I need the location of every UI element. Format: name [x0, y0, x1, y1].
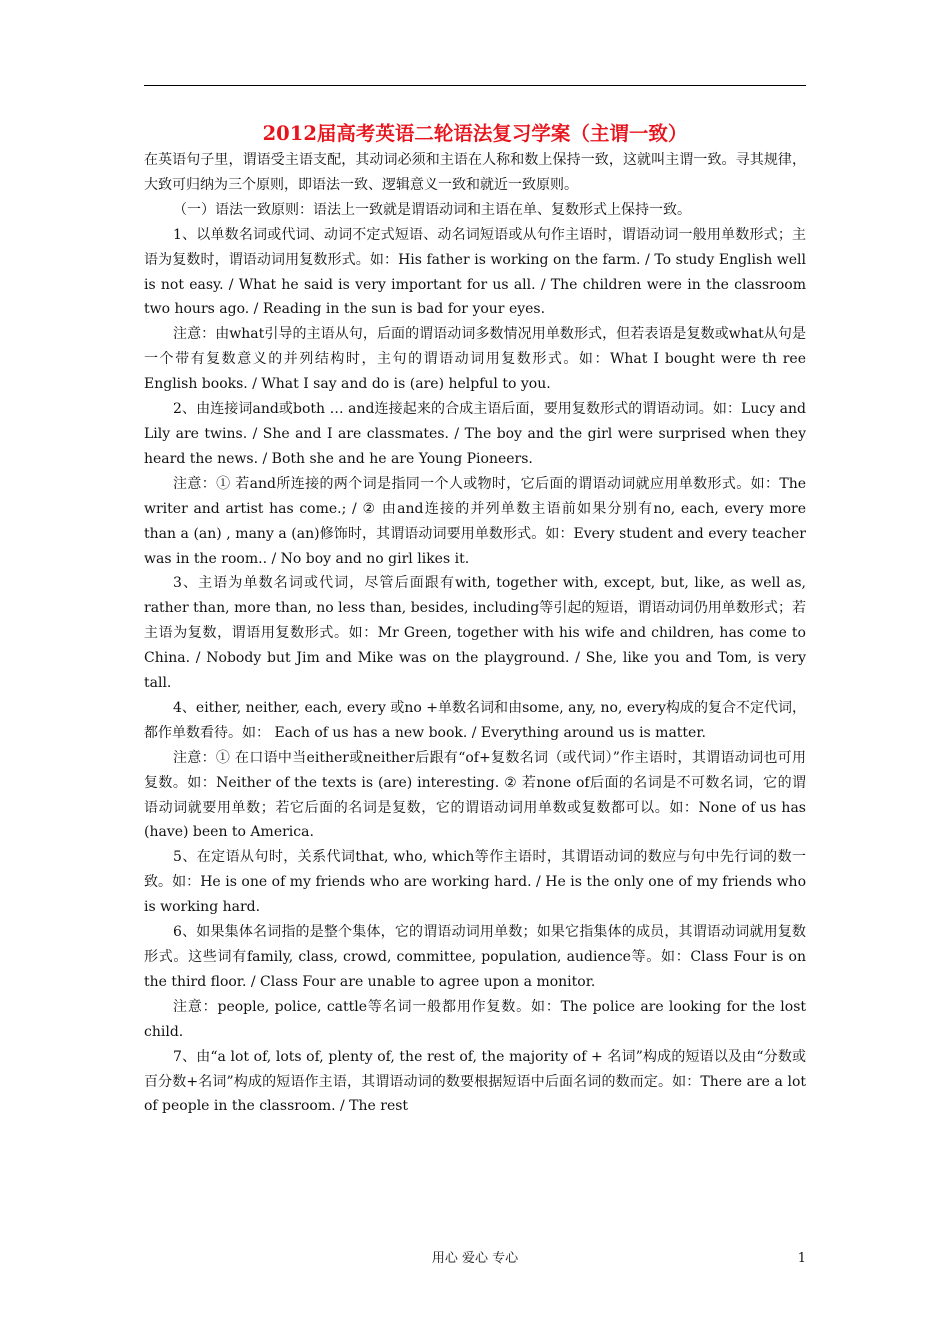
document-title: 2012届高考英语二轮语法复习学案（主谓一致） [262, 122, 688, 145]
paragraph-intro: 在英语句子里，谓语受主语支配，其动词必须和主语在人称和数上保持一致，这就叫主谓一致。寻其规律，大致可归纳为三个原则，即语法一致、逻辑意义一致和就近一致原则。 [144, 152, 806, 193]
paragraph-rule-7: 7、由“a lot of, lots of, plenty of, the rest of, the majority of + 名词”构成的短语以及由“分数或百分数+名词”构成的短语作主语，其谓语动词的数要根据短语中后面名词的数而定。如：There are a lot of people in the classroom. / The rest [144, 1048, 806, 1115]
header-rule [144, 85, 806, 86]
paragraph-rule-4: 4、either, neither, each, every 或no +单数名词和由some, any, no, every构成的复合不定代词，都作单数看待。如： Each of us has a new book. / Everything around us is matter. [144, 699, 806, 741]
paragraph-section-heading: （一）语法一致原则：语法上一致就是谓语动词和主语在单、复数形式上保持一致。 [173, 201, 691, 218]
paragraph-note-6: 注意：people, police, cattle等名词一般都用作复数。如：The police are looking for the lost child. [144, 998, 806, 1040]
document-body [144, 148, 806, 1119]
paragraph-note-2: 注意：① 若and所连接的两个词是指同一个人或物时，它后面的谓语动词就应用单数形式。如：The writer and artist has come.; / ② 由and连接的并列单数主语前如果分别有no, each, every more than a (an) , many a (an)修饰时，其谓语动词要用单数形式。如：Every student and every teacher was in the room.. / No boy and no girl likes it. [144, 475, 806, 567]
paragraph-rule-3: 3、主语为单数名词或代词，尽管后面跟有with, together with, except, but, like, as well as, rather than, more than, no less than, besides, including等引起的短语，谓语动词仍用单数形式；若主语为复数，谓语用复数形式。如：Mr Green, together with his wife and children, has come to China. / Nobody but Jim and Mike was on the playground. / She, like you and Tom, is very tall. [144, 575, 806, 692]
paragraph-rule-6: 6、如果集体名词指的是整个集体，它的谓语动词用单数；如果它指集体的成员，其谓语动词就用复数形式。这些词有family, class, crowd, committee, population, audience等。如：Class Four is on the third floor. / Class Four are unable to agree upon a monitor. [144, 924, 806, 990]
page-number: 1 [797, 1251, 806, 1266]
paragraph-note-4: 注意：① 在口语中当either或neither后跟有“of+复数名词（或代词）”作主语时，其谓语动词也可用复数。如：Neither of the texts is (are) interesting. ② 若none of后面的名词是不可数名词，它的谓语动词就要用单数；若它后面的名词是复数，它的谓语动词用单数或复数都可以。如：None of us has (have) been to America. [144, 749, 806, 841]
footer-slogan: 用心 爱心 专心 [431, 1251, 519, 1266]
paragraph-rule-5: 5、在定语从句时，关系代词that, who, which等作主语时，其谓语动词的数应与句中先行词的数一致。如：He is one of my friends who are working hard. / He is the only one of my friends who is working hard. [144, 849, 806, 916]
paragraph-note-1: 注意：由what引导的主语从句，后面的谓语动词多数情况用单数形式，但若表语是复数或what从句是一个带有复数意义的并列结构时，主句的谓语动词用复数形式。如：What I bought were th ree English books. / What I say and do is (are) helpful to you. [144, 326, 806, 393]
paragraph-rule-1: 1、以单数名词或代词、动词不定式短语、动名词短语或从句作主语时，谓语动词一般用单数形式；主语为复数时，谓语动词用复数形式。如：His father is working on the farm. / To study English well is not easy. / What he said is very important for us all. / The children were in the classroom two hours ago. / Reading in the sun is bad for your eyes. [144, 226, 806, 318]
paragraph-rule-2: 2、由连接词and或both … and连接起来的合成主语后面，要用复数形式的谓语动词。如：Lucy and Lily are twins. / She and I are classmates. / The boy and the girl were surprised when they heard the news. / Both she and he are Young Pioneers. [144, 401, 806, 467]
